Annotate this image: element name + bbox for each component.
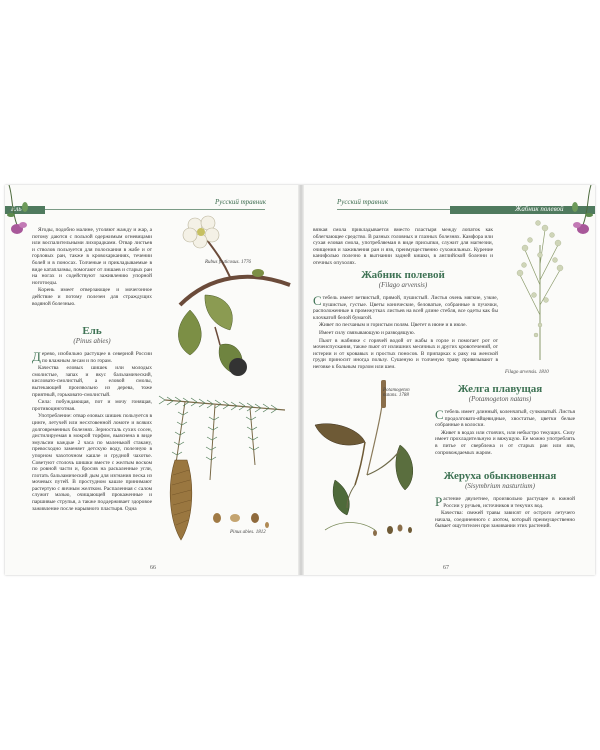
paragraph: Стебель имеет ветвистый, прямой, пушистый. Листья очень мягкие, узкие, пушистые, густые. Цветы конические, беловатые, собранные в пучочки, расположенные в промежутках листьев на всей длине стебля, все одеты как бы клочкатой белой бумагой. — [313, 293, 498, 321]
left-section-title: Ель — [11, 205, 22, 213]
heading-name: Жеруха обыкновенная — [443, 470, 557, 482]
potamogeton-text — [435, 409, 575, 457]
heading-name: Желга плавущая — [457, 383, 543, 395]
potamogeton-caption: Potamogeton natans. 1788 — [383, 388, 410, 398]
filago-caption: Filago arvensis. 1810 — [505, 370, 549, 375]
rubus-illustration — [160, 215, 295, 390]
heading-latin: (Potamogeton natans) — [468, 395, 532, 403]
paragraph: Сила: побуждающая, пот и мочу гонящая, противоцинготная. — [32, 399, 152, 412]
potamogeton-heading — [425, 383, 575, 403]
paragraph: Корень имеет отверзающее и мочегонное действие и потому полезен для страждущих водяной болезнью. — [32, 287, 152, 307]
left-header-rule — [45, 209, 265, 210]
filago-illustration — [500, 215, 580, 365]
nasturtium-text — [435, 496, 575, 531]
left-intro-text — [32, 227, 152, 308]
abies-caption: Pinus abies. 1812 — [230, 530, 266, 535]
paragraph: Ягоды, подобно малине, утоляют жажду и жар, а потому даются с пользой одержимым огневицами или воспалительными лихорадками. Отвар листьев и стволов пользуется для полоскания в жабе и от горловых ран, также в кровохарканиях, течении болей и в поносах. Толченые и прикладываемые в виде катаплазмы, помогают от лишаев и старых ран на ногах и содействуют заживлению упорной ноготоеды. — [32, 227, 152, 286]
spruce-text — [32, 351, 152, 513]
filago-heading — [313, 269, 493, 289]
book-gutter — [298, 185, 304, 575]
filago-text — [313, 295, 498, 372]
right-header-rule — [337, 209, 450, 210]
left-page-number: 66 — [150, 565, 156, 571]
paragraph: вязкая смола прикладывается вместо пластыря между лопаток как облегчающее средство. В разных головных и глазных болезнях. Камфора или сухая еловая смола, употребляемая в виде присыпки, служит для магнезии, очищения и заживления ран и язв, преимущественно сухожильных. Курение канифолью полезно в выгнании задней кишки, в английской болезни и отечных опухолях. — [313, 227, 493, 266]
heading-name: Жабник полевой — [361, 269, 445, 281]
right-top-text — [313, 227, 493, 268]
heading-latin: (Sisymbrium nasturtium) — [465, 482, 535, 490]
paragraph: Качества: свежей травы зависят от острого летучего начала, соединенного с азотом, который преимущественно бывает ощутителен при заживании этих растений. — [435, 510, 575, 530]
heading-latin: (Filago arvensis) — [378, 281, 428, 289]
right-page-number: 67 — [443, 565, 449, 571]
book-spread — [5, 185, 595, 575]
paragraph: Качества еловых шишек или молодых смолистые, запах и вкус бальзамический, кисловато-смолистый, а еловой смолы, вытекающей произвольно из дерева, тоже приятный, горьковато-смолистый. — [32, 365, 152, 398]
right-section-title: Жабник полевой — [515, 205, 564, 213]
paragraph: Употребление: отвар еловых шишек пользуется в цинге, летучей или несхтовенной ломоте и всяких долговременных болезнях. Зерносталь сухих сосен, дистилируемая в мокрой торфом, выяснена в виде эмульсии каждые 2 часа по маленькой стакану, превосходно заменяет детскую воду, полезную в упорном чахоточном кашле и грудной чахотке. Советуют столочь шишки вместе с желтым воском по ровной части и, бросив на раскаленные угли, глотать бальзамический дым для изгнания песка из мочевых путей. В простудном кашле принимают растертую с яичным желтком. Распаленная с салом служит мазью, очищающей прокаженные и паршивые струпья, а также поддерживает здоровое заживление после нарывного пластыря. Одна — [32, 413, 152, 512]
heading-latin: (Pinus abies) — [73, 337, 111, 345]
paragraph: Растение двулетнее, произвольно растущее в южной России у ручьев, источников и текучих вод. — [435, 494, 575, 509]
paragraph: Дерево, изобильно растущее в северной России по влажным лесам и по горам. — [32, 349, 152, 364]
paragraph: Стебель имеет длинный, коленчатый, сучковатый. Листья продолговато-яйцевидные, хвостатые, цветки белые собранные в колоски. — [435, 407, 575, 429]
nasturtium-heading — [425, 470, 575, 490]
spruce-illustration — [155, 390, 295, 550]
heading-name: Ель — [82, 325, 102, 337]
right-book-title: Русский травник — [337, 198, 388, 206]
left-book-title: Русский травник — [215, 198, 266, 206]
paragraph: Пьют в жабнике с горячей водой от жабы в горле и помогает рот от мочеиспускания, также пьют от излишних месячных и других кровотечений, от истерии и от кровавых и простых поносов. В припарках к раку на женской груди приносит иногда пользу. Сушеную и толченую траву привязывают в неговке к больным горлом или шеи. — [313, 337, 498, 370]
spruce-heading — [32, 325, 152, 345]
paragraph: Имеет силу связывающую и разводящую. — [319, 329, 415, 336]
potamogeton-illustration — [305, 380, 430, 540]
paragraph: Живет в водах или стоячих, или небыстро текущих. Силу имеет прохладительную и вяжущую. Ее можно употреблять в питье от сверблежа и от старых ран или язв, сопровождаемых жаром. — [435, 429, 575, 456]
rubus-caption: Rubus fruticosus. 1776 — [205, 260, 251, 265]
paragraph: Живет по песчаным и гористым полям. Цветет в июне и в июле. — [319, 322, 467, 329]
